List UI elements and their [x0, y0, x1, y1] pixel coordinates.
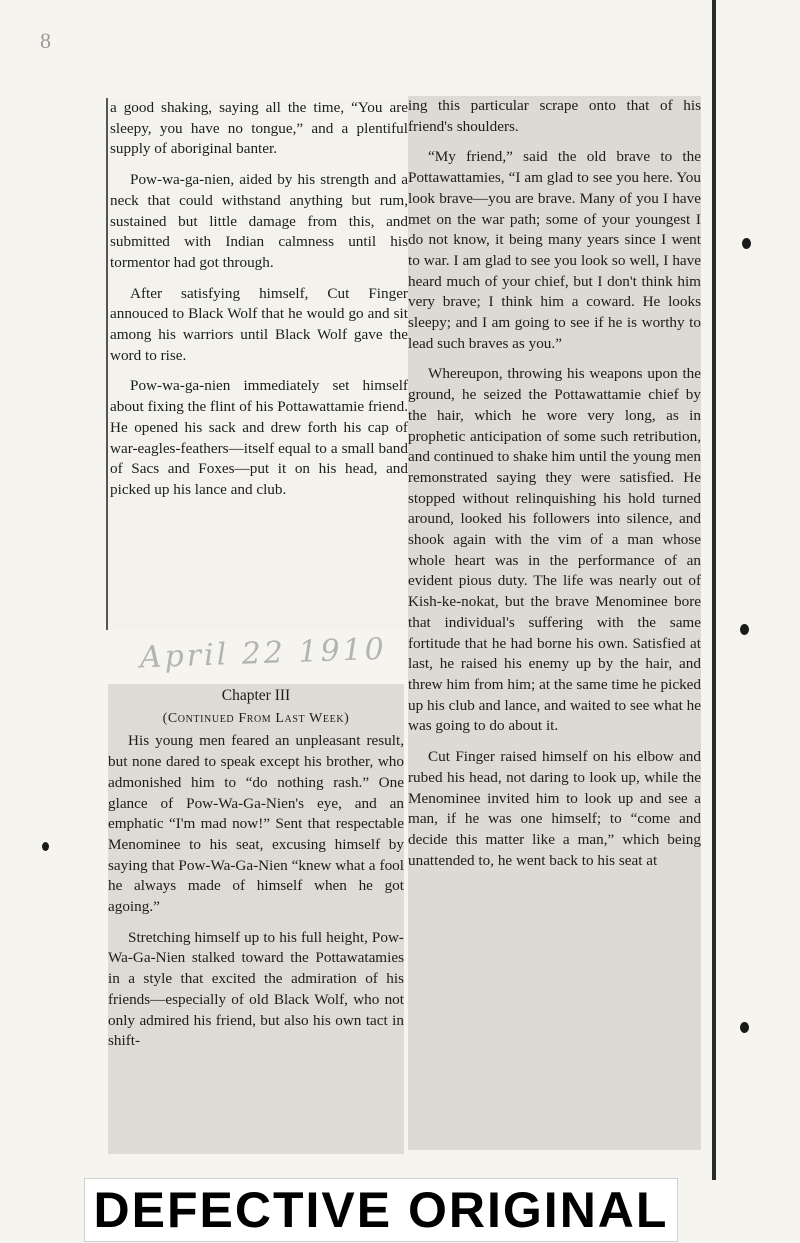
clipping-column-3	[408, 96, 701, 1150]
paragraph: After satisfying himself, Cut Finger annouced to Black Wolf that he would go and sit among his warriors until Black Wolf gave the word to rise.	[110, 284, 408, 364]
page-number: 8	[40, 28, 51, 53]
paragraph: Stretching himself up to his full height, Pow-Wa-Ga-Nien stalked toward the Pottawatamies in a style that excited the admiration of his friends—especially of old Black Wolf, who not only admired his friend, but also his own tact in shift-	[108, 928, 404, 1050]
continued-note: (Continued From Last Week)	[162, 710, 350, 726]
binder-hole-dot	[740, 1022, 749, 1033]
paragraph: Pow-wa-ga-nien immediately set himself about fixing the flint of his Pottawattamie friend. He opened his sack and drew forth his cap of war-eagles-feathers—itself equal to a small band of Sacs and Foxes—put it on his head, and picked up his lance and club.	[110, 377, 408, 498]
chapter-title: Chapter III	[221, 687, 291, 704]
binder-hole-dot	[742, 238, 751, 249]
paragraph: a good shaking, saying all the time, “You are sleepy, you have no tongue,” and a plentiful supply of aboriginal banter.	[110, 99, 408, 158]
paragraph: His young men feared an unpleasant result, but none dared to speak except his brother, who admonished him to “do nothing rash.” One glance of Pow-Wa-Ga-Nien's eye, and an emphatic “I'm mad now!” Sent that respectable Menominee to his seat, excusing himself by saying that Pow-Wa-Ga-Nien “knew what a fool he always made of himself when he got agoing.”	[108, 732, 404, 916]
paragraph: “My friend,” said the old brave to the Pottawattamies, “I am glad to see you here. You look brave—you are brave. Many of you I have met on the war path; some of your youngest I do not know, it being many years since I went to war. I am glad to see you look so well, I have heard much of your chief, but I don't think him very brave; I think him a coward. He looks sleepy; and I am going to see if he is worthy to lead such braves as you.”	[408, 148, 701, 352]
paragraph: Pow-wa-ga-nien, aided by his strength and a neck that could withstand anything but rum, sustained but little damage from this, and submitted with Indian calmness until his tormentor had got through.	[110, 171, 408, 271]
defective-original-banner	[84, 1178, 678, 1242]
clipping-column-1	[106, 98, 408, 630]
handwritten-date: April 22 1910	[139, 631, 388, 676]
binder-hole-dot	[42, 842, 49, 851]
paragraph: Cut Finger raised himself on his elbow and rubed his head, not daring to look up, while the Menominee invited him to look up and see a man, if he was one himself; to “come and decide this matter like a man,” which being unattended to, he went back to his seat at	[408, 748, 701, 869]
binder-hole-dot	[740, 624, 749, 635]
banner-text: DEFECTIVE ORIGINAL	[93, 1182, 669, 1238]
page-edge-line	[712, 0, 716, 1180]
paragraph: Whereupon, throwing his weapons upon the ground, he seized the Pottawattamie chief by the hair, which he wore very long, as in prophetic anticipation of some such retribution, and continued to shake him until the young men remonstrated saying they were satisfied. He stopped without relinquishing his hold turned around, looked his followers into silence, and shook again with the vim of a man whose whole heart was in the performance of an evident pious duty. The life was nearly out of Kish-ke-nokat, but the brave Menominee bore that individual's suffering with the same fortitude that he had borne his own. Satisfied at last, he raised his enemy up by the hair, and threw him from him; at the same time he picked up his club and lance, and waited to see what he was going to do about it.	[408, 365, 701, 735]
paragraph: ing this particular scrape onto that of his friend's shoulders.	[408, 97, 701, 135]
clipping-column-2	[108, 684, 404, 1154]
